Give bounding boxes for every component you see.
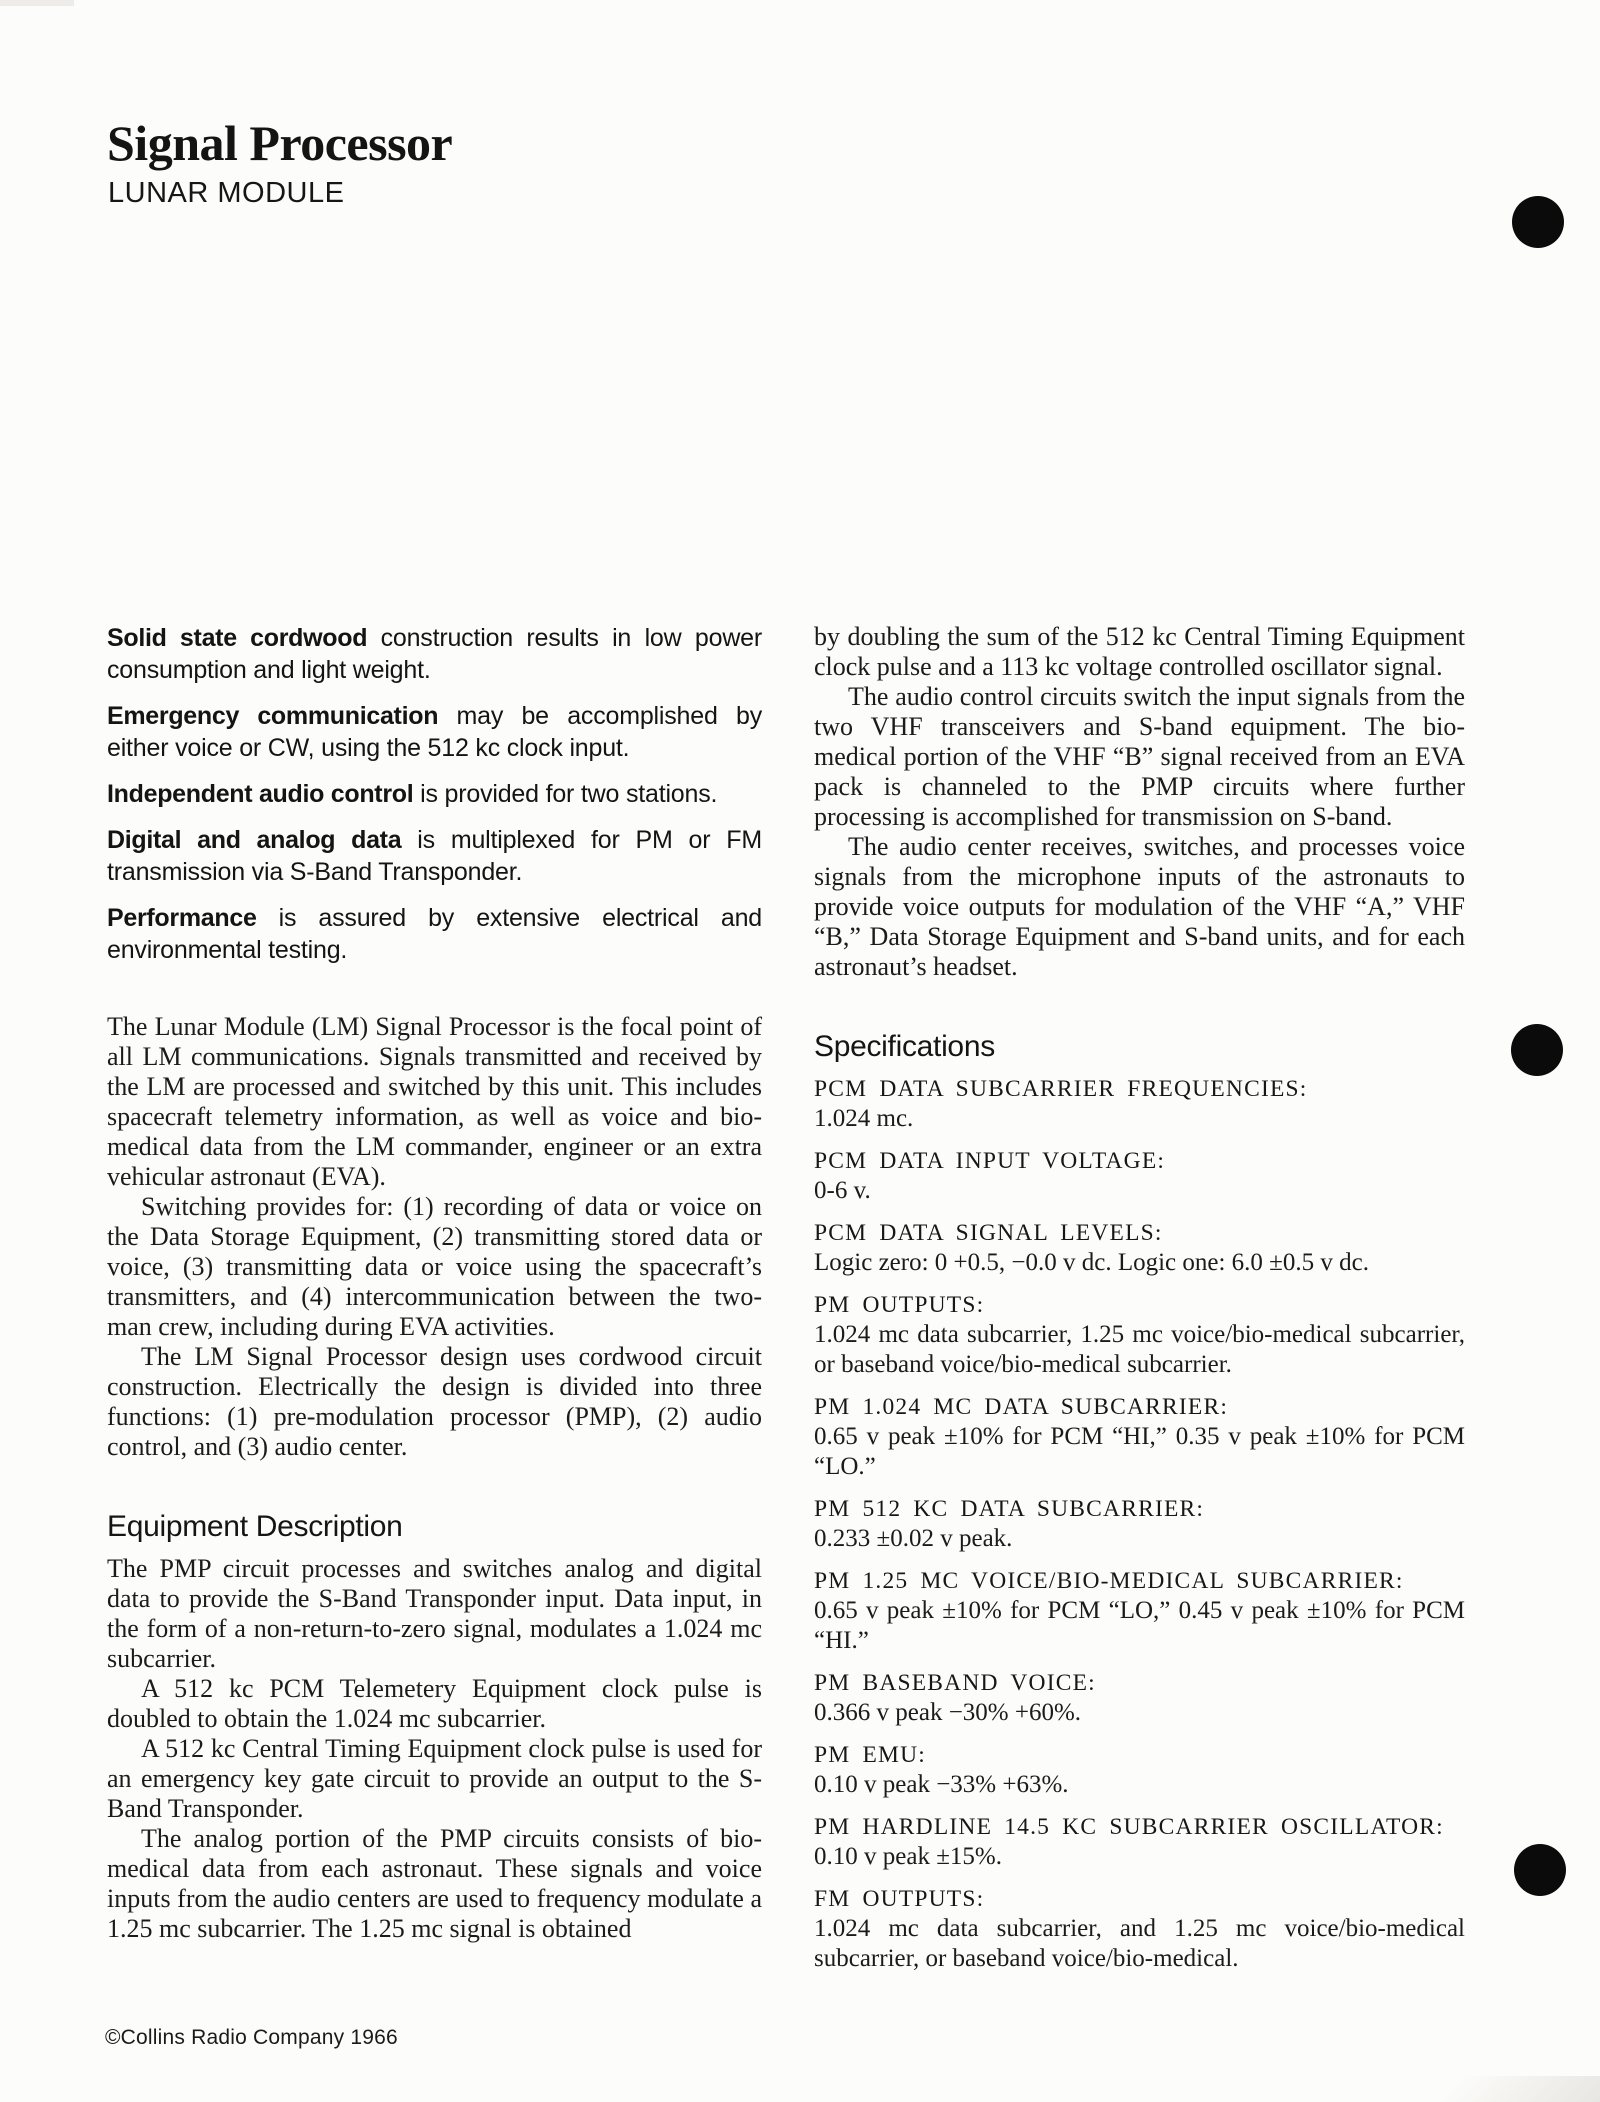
- spec-label: PCM DATA SIGNAL LEVELS:: [814, 1220, 1163, 1246]
- feature-item: [107, 778, 762, 810]
- spec-label: FM OUTPUTS:: [814, 1886, 985, 1912]
- paragraph: The audio control circuits switch the input signals from the two VHF transceivers and S-band equipment. The bio-medical portion of the VHF “B” signal received from an EVA pack is channeled to the PMP circuits where further processing is accomplished for transmission on S-band.: [814, 682, 1465, 831]
- spec-value: 1.024 mc.: [814, 1105, 914, 1132]
- spec-value: 0.366 v peak −30% +60%.: [814, 1699, 1082, 1726]
- spec-item: [814, 1740, 1465, 1800]
- paragraph: The LM Signal Processor design uses cordwood circuit construction. Electrically the design is divided into three functions: (1) pre-modulation processor (PMP), (2) audio control, and (3) audio center.: [107, 1342, 762, 1461]
- feature-text: is assured by extensive electrical and environmental testing.: [107, 904, 762, 964]
- spec-label: PM OUTPUTS:: [814, 1292, 985, 1318]
- feature-item: [107, 902, 762, 966]
- paragraph: The Lunar Module (LM) Signal Processor is the focal point of all LM communications. Signals transmitted and received by the LM are processed and switched by this unit. This includes spacecraft telemetry information, as well as voice and bio-medical data from the LM commander, engineer or an extra vehicular astronaut (EVA).: [107, 1012, 762, 1191]
- paragraph: The audio center receives, switches, and processes voice signals from the microphone inputs of the astronauts to provide voice outputs for modulation of the VHF “A,” VHF “B,” Data Storage Equipment and S-band units, and for each astronaut’s headset.: [814, 832, 1465, 981]
- spec-label: PCM DATA INPUT VOLTAGE:: [814, 1148, 1166, 1174]
- feature-item: [107, 622, 762, 686]
- spec-label: PM 1.024 MC DATA SUBCARRIER:: [814, 1394, 1229, 1420]
- spec-item: [814, 1494, 1465, 1554]
- feature-lead: Digital and analog data: [107, 826, 402, 854]
- registration-dot: [1511, 1024, 1563, 1076]
- spec-item: [814, 1566, 1465, 1656]
- spec-item: [814, 1884, 1465, 1974]
- left-column: [107, 622, 762, 1944]
- spec-label: PM BASEBAND VOICE:: [814, 1670, 1096, 1696]
- scan-artifact-top-left: [0, 0, 74, 6]
- feature-list: [107, 622, 762, 966]
- feature-item: [107, 824, 762, 888]
- paragraph: A 512 kc Central Timing Equipment clock pulse is used for an emergency key gate circuit to provide an output to the S-Band Transponder.: [107, 1734, 762, 1823]
- registration-dot: [1512, 196, 1564, 248]
- page-title: Signal Processor: [107, 115, 453, 171]
- spec-label: PM 512 KC DATA SUBCARRIER:: [814, 1496, 1205, 1522]
- feature-lead: Solid state cordwood: [107, 624, 368, 652]
- spec-label: PM EMU:: [814, 1742, 926, 1768]
- spec-item: [814, 1392, 1465, 1482]
- masthead: [107, 116, 452, 210]
- feature-lead: Independent audio control: [107, 780, 414, 808]
- feature-text: may be accomplished by either voice or CW, using the 512 kc clock input.: [107, 702, 763, 762]
- paragraph: The PMP circuit processes and switches analog and digital data to provide the S-Band Transponder input. Data input, in the form of a non-return-to-zero signal, modulates a 1.024 mc subcarrier.: [107, 1554, 762, 1673]
- specifications-heading: Specifications: [814, 1030, 995, 1063]
- spec-item: [814, 1218, 1465, 1278]
- equipment-description-section: [107, 1554, 762, 1944]
- continuation-section: [814, 622, 1465, 982]
- registration-dot: [1514, 1844, 1566, 1896]
- paragraph: The analog portion of the PMP circuits consists of bio-medical data from each astronaut. These signals and voice inputs from the audio centers are used to frequency modulate a 1.25 mc subcarrier. The 1.25 mc signal is obtained: [107, 1824, 762, 1943]
- spec-item: [814, 1290, 1465, 1380]
- copyright-footer: ©Collins Radio Company 1966: [105, 2026, 398, 2049]
- spec-label: PM HARDLINE 14.5 KC SUBCARRIER OSCILLATOR:: [814, 1814, 1444, 1840]
- spec-value: 0.10 v peak −33% +63%.: [814, 1771, 1069, 1798]
- paragraph: Switching provides for: (1) recording of data or voice on the Data Storage Equipment, (2) transmitting stored data or voice, (3) transmitting data or voice using the spacecraft’s transmitters, and (4) intercommunication between the two-man crew, including during EVA activities.: [107, 1192, 762, 1341]
- spec-value: 0.10 v peak ±15%.: [814, 1843, 1002, 1870]
- feature-text: construction results in low power consumption and light weight.: [107, 624, 763, 684]
- spec-item: [814, 1668, 1465, 1728]
- feature-item: [107, 700, 762, 764]
- spec-value: 1.024 mc data subcarrier, 1.25 mc voice/bio-medical subcarrier, or baseband voice/bio-medical subcarrier.: [814, 1321, 1465, 1378]
- paragraph: by doubling the sum of the 512 kc Central Timing Equipment clock pulse and a 113 kc voltage controlled oscillator signal.: [814, 622, 1465, 681]
- intro-section: [107, 1012, 762, 1462]
- spec-item: [814, 1812, 1465, 1872]
- spec-value: 0.65 v peak ±10% for PCM “HI,” 0.35 v peak ±10% for PCM “LO.”: [814, 1423, 1465, 1480]
- spec-value: 0-6 v.: [814, 1177, 871, 1204]
- feature-text: is multiplexed for PM or FM transmission via S-Band Transponder.: [107, 826, 762, 886]
- spec-item: [814, 1074, 1465, 1134]
- paragraph: A 512 kc PCM Telemetery Equipment clock pulse is doubled to obtain the 1.024 mc subcarrier.: [107, 1674, 762, 1733]
- spec-label: PM 1.25 MC VOICE/BIO-MEDICAL SUBCARRIER:: [814, 1568, 1404, 1594]
- spec-item: [814, 1146, 1465, 1206]
- feature-lead: Performance: [107, 904, 257, 932]
- spec-value: 1.024 mc data subcarrier, and 1.25 mc voice/bio-medical subcarrier, or baseband voice/bio-medical.: [814, 1915, 1465, 1972]
- page-subtitle: LUNAR MODULE: [108, 177, 345, 209]
- spec-label: PCM DATA SUBCARRIER FREQUENCIES:: [814, 1076, 1308, 1102]
- feature-text: is provided for two stations.: [413, 780, 718, 808]
- spec-value: 0.233 ±0.02 v peak.: [814, 1525, 1013, 1552]
- specifications-list: [814, 1074, 1465, 1974]
- scan-artifact-bottom-right: [1390, 2076, 1600, 2102]
- equipment-description-heading: Equipment Description: [107, 1510, 403, 1543]
- right-column: [814, 622, 1465, 1986]
- feature-lead: Emergency communication: [107, 702, 439, 730]
- spec-value: 0.65 v peak ±10% for PCM “LO,” 0.45 v peak ±10% for PCM “HI.”: [814, 1597, 1465, 1654]
- spec-value: Logic zero: 0 +0.5, −0.0 v dc. Logic one: 6.0 ±0.5 v dc.: [814, 1249, 1369, 1276]
